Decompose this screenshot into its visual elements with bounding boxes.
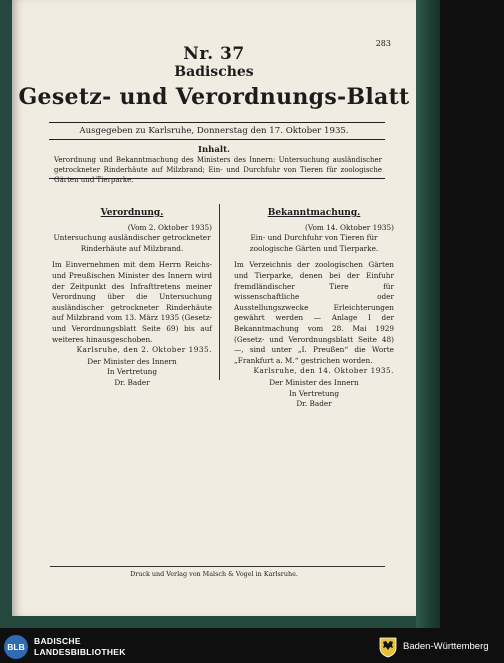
baden-wuerttemberg-emblem-icon (377, 636, 399, 658)
announcement-date: (Vom 14. Oktober 1935) (305, 222, 394, 232)
announcement-place-date: Karlsruhe, den 14. Oktober 1935. (253, 366, 394, 376)
blb-logo-text[interactable] (34, 636, 126, 658)
book-cover-edge (416, 0, 440, 628)
announcement-body: Im Verzeichnis der zoologischen Gärten und Tierparke, denen bei der Einfuhr fremdländischer Tiere für wissenschaftliche oder Ausstellungszwecke Erleichterungen gewährt werden — Anlage I der Bekanntmachung vom 28. Mai 1929 (Gesetz- und Verordnungsblatt Seite 48) —, sind unter „I. Preußen“ die Worte „Frankfurt a. M.“ gestrichen worden. (234, 260, 394, 365)
paper-title: Gesetz- und Verordnungs-Blatt (18, 84, 410, 110)
ordinance-body: Im Einvernehmen mit dem Herrn Reichs- und Preußischen Minister des Innern wird der Zeitpunkt des Infrafttretens meiner Verordnung über die Untersuchung ausländischer getrockneter Rinderhäute auf Milzbrand vom 13. März 1935 (Gesetz- und Verordnungsblatt Seite 69) bis auf weiteres hinausgeschoben. (52, 260, 212, 344)
ordinance-subject: Untersuchung ausländischer getrockneter Rinderhäute auf Milzbrand. (53, 233, 211, 253)
printer-line: Druck und Verlag von Malsch & Vogel in Karlsruhe. (130, 570, 298, 578)
baden-wuerttemberg-label[interactable]: Baden-Württemberg (403, 641, 489, 652)
ordinance-column (52, 208, 212, 389)
announcement-column (234, 208, 394, 410)
contents-rule (49, 178, 385, 179)
blb-line-1: BADISCHE (34, 636, 81, 646)
blb-logo-badge[interactable]: BLB (4, 635, 28, 659)
document-page (12, 0, 416, 616)
header-rule-top (49, 122, 385, 123)
header-rule-bottom (49, 139, 385, 140)
blb-line-2: LANDESBIBLIOTHEK (34, 647, 126, 657)
paper-name: Badisches (174, 64, 254, 80)
announcement-signer-role: In Vertretung (288, 388, 340, 398)
contents-text: Verordnung und Bekanntmachung des Ministers des Innern: Untersuchung ausländischer getrockneter Rinderhäute auf Milzbrand; Ein- und Durchfuhr von Tieren für zoologische Gärten und Tierparke. (54, 156, 382, 184)
ordinance-signer-name: Dr. Bader (114, 377, 150, 387)
ordinance-signer-role: In Vertretung (106, 367, 158, 377)
ordinance-place-date: Karlsruhe, den 2. Oktober 1935. (76, 345, 212, 355)
footer-rule (50, 566, 385, 567)
page-number: 283 (375, 39, 391, 48)
announcement-signer-name: Dr. Bader (296, 399, 332, 409)
announcement-signer-title: Der Minister des Innern (269, 377, 359, 387)
ordinance-signer-title: Der Minister des Innern (87, 356, 177, 366)
column-separator (219, 204, 220, 380)
ordinance-heading: Verordnung. (100, 208, 164, 218)
announcement-heading: Bekanntmachung. (267, 208, 361, 218)
issue-number: Nr. 37 (183, 44, 245, 64)
contents-heading: Inhalt. (198, 145, 230, 155)
announcement-subject: Ein- und Durchfuhr von Tieren für zoologische Gärten und Tierparke. (249, 233, 379, 253)
ordinance-date: (Vom 2. Oktober 1935) (127, 222, 212, 232)
issued-line: Ausgegeben zu Karlsruhe, Donnerstag den 17. Oktober 1935. (79, 126, 349, 136)
